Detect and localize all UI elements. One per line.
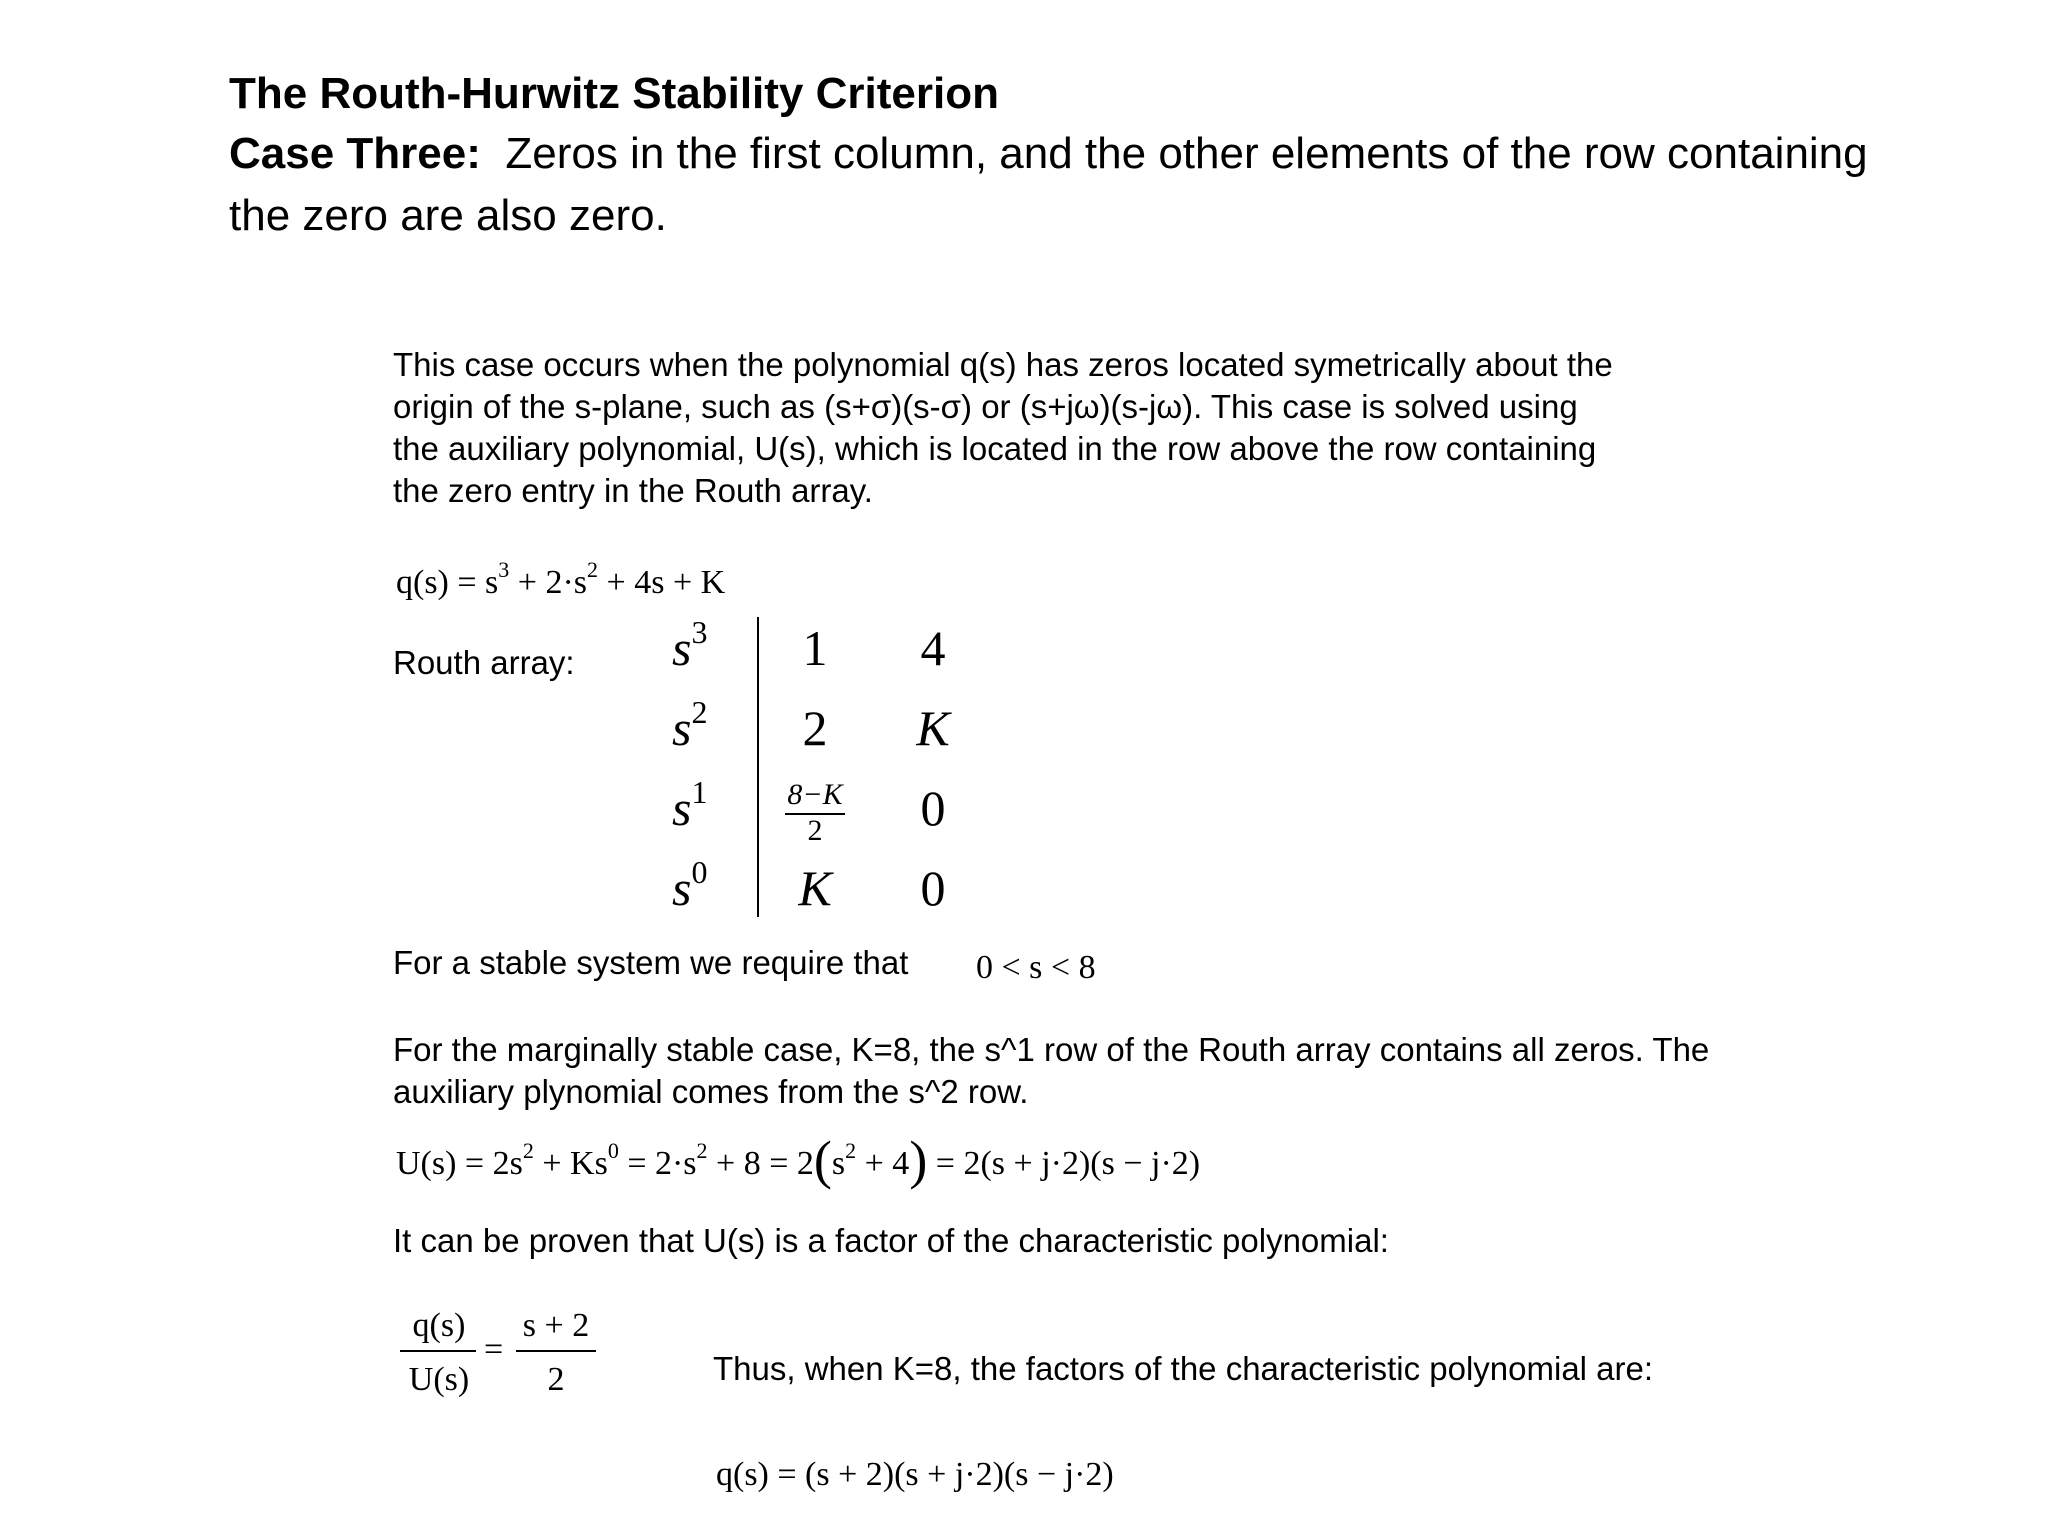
fraction-denominator: 2 <box>547 1361 565 1398</box>
fraction-numerator: s + 2 <box>522 1307 590 1344</box>
routh-row-label: $s^2$ <box>672 694 708 756</box>
routh-cell: 4 <box>920 620 946 676</box>
marginal-line-1: For the marginally stable case, K=8, the s^1 row of the Routh array contains all zeros. The <box>393 1031 1710 1068</box>
marginal-line-2: auxiliary plynomial comes from the s^2 row. <box>393 1073 1029 1110</box>
case-heading <box>229 124 2029 184</box>
polynomial-equation: $q(s) = s^3 + 2\cdot s^2 + 4s + K$ <box>396 557 726 601</box>
stability-condition: 0 < s < 8 <box>976 949 1096 986</box>
routh-cell: K <box>798 860 832 916</box>
routh-cell: K <box>916 700 950 756</box>
fraction-bar <box>516 1350 596 1352</box>
case-label: Case Three: <box>229 129 481 178</box>
thus-statement: Thus, when K=8, the factors of the characteristic polynomial are: <box>713 1350 1654 1387</box>
fraction-numerator: 8−K <box>787 778 843 811</box>
routh-cell: 1 <box>802 620 828 676</box>
routh-row-label: $s^0$ <box>672 854 708 916</box>
intro-line-1: This case occurs when the polynomial q(s) has zeros located symetrically about the <box>393 346 1613 383</box>
routh-divider <box>757 617 759 917</box>
fraction-denominator: 2 <box>807 814 823 847</box>
stability-text: For a stable system we require that <box>393 944 909 981</box>
page-title: The Routh-Hurwitz Stability Criterion <box>229 69 999 118</box>
intro-line-3: the auxiliary polynomial, U(s), which is located in the row above the row containing <box>393 430 1597 467</box>
auxiliary-equation: $U(s) = 2s^2 + Ks^0 = 2\cdot s^2 + 8 = 2(s^2 + 4) = 2(s + j\cdot 2)(s - j\cdot 2)$ <box>396 1130 1201 1190</box>
fraction-bar <box>400 1350 476 1352</box>
routh-array-label: Routh array: <box>393 644 575 681</box>
intro-line-2: origin of the s-plane, such as (s+σ)(s-σ) or (s+jω)(s-jω). This case is solved using <box>393 388 1578 425</box>
case-text-line2: the zero are also zero. <box>229 191 667 240</box>
routh-cell: 0 <box>920 860 946 916</box>
equals-sign: = <box>484 1331 504 1368</box>
factor-statement: It can be proven that U(s) is a factor of the characteristic polynomial: <box>393 1222 1389 1259</box>
routh-cell: 2 <box>802 700 828 756</box>
routh-cell: 0 <box>920 780 946 836</box>
fraction-numerator: q(s) <box>412 1307 466 1344</box>
fraction-denominator: U(s) <box>408 1361 470 1398</box>
final-factorization: q(s) = (s + 2)(s + j·2)(s − j·2) <box>716 1456 1114 1493</box>
case-text-line1: Zeros in the first column, and the other elements of the row containing <box>505 129 1868 178</box>
routh-row-label: $s^3$ <box>672 614 708 676</box>
intro-line-4: the zero entry in the Routh array. <box>393 472 873 509</box>
routh-row-label: $s^1$ <box>672 774 708 836</box>
